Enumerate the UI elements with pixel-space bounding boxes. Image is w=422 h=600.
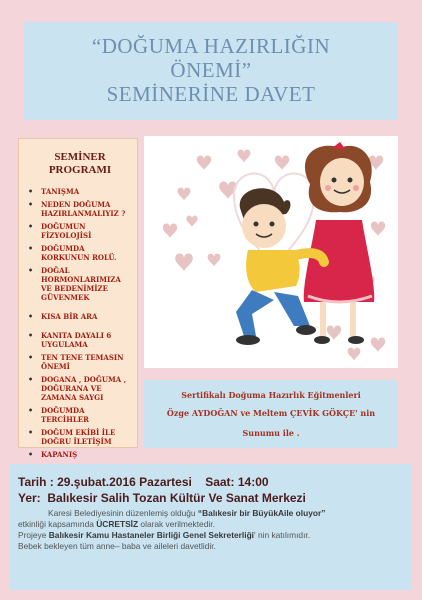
- info-text: ' nin katılımıdır.: [254, 530, 311, 540]
- place-value: Balıkesir Salih Tozan Kültür Ve Sanat Merkezi: [47, 491, 306, 505]
- info-text: Karesi Belediyesinin düzenlemiş olduğu: [48, 508, 198, 518]
- event-details: [10, 464, 412, 590]
- info-text: olarak verilmektedir.: [138, 519, 215, 529]
- program-item: • TEN TENE TEMASIN ÖNEMİ: [27, 353, 133, 371]
- time-label: Saat: 14:00: [205, 475, 269, 489]
- program-item: • DOĞUMUN FİZYOLOJİSİ: [27, 222, 133, 240]
- girl-figure: [304, 142, 375, 344]
- trainers-box: [144, 380, 398, 448]
- partner-name: Balıkesir Kamu Hastaneler Birliği Genel Sekreterliği: [48, 530, 255, 540]
- title-line-1: “DOĞUMA HAZIRLIĞIN: [91, 34, 331, 58]
- program-title: [27, 151, 133, 177]
- program-item: • DOĞUM EKİBİ İLE DOĞRU İLETİŞİM: [27, 428, 133, 446]
- program-title-line-2: PROGRAMI: [48, 164, 112, 176]
- info-paragraph-4: Bebek bekleyen tüm anne– baba ve aileleri davetlidir.: [18, 541, 216, 551]
- project-name: “Balıkesir bir BüyükAile oluyor”: [197, 508, 326, 518]
- program-item: • KAPANIŞ: [27, 450, 133, 459]
- title-box: [24, 22, 398, 120]
- trainers-line-3: Sunumu ile .: [242, 428, 300, 438]
- info-text: Projeye: [18, 530, 49, 540]
- info-text: etkinliği kapsamında: [18, 519, 97, 529]
- date-time-line: [18, 474, 404, 490]
- title-line-2: ÖNEMİ”: [170, 58, 252, 82]
- date-label: Tarih : 29.şubat.2016 Pazartesi: [18, 475, 192, 489]
- program-item: • DOĞAL HORMONLARIMIZA VE BEDENİMİZE GÜVENMEK: [27, 266, 133, 302]
- program-item: • DOĞUMDA TERCİHLER: [27, 406, 133, 424]
- couple-illustration-svg: [144, 136, 398, 368]
- info-paragraph-2: [18, 519, 404, 530]
- program-item: • KANITA DAYALI 6 UYGULAMA: [27, 331, 133, 349]
- program-item: • DOGANA , DOĞUMA , DOĞURANA VE ZAMANA SAYGI: [27, 375, 133, 402]
- program-item: • TANIŞMA: [27, 187, 133, 196]
- couple-illustration: [144, 136, 398, 368]
- seminar-program: [18, 138, 138, 459]
- program-item: • KISA BİR ARA: [27, 312, 133, 321]
- place-label: Yer:: [18, 491, 41, 505]
- title-line-3: SEMİNERİNE DAVET: [106, 82, 316, 106]
- program-item: • DOĞUMDA KORKUNUN ROLÜ.: [27, 244, 133, 262]
- program-item: • NEDEN DOĞUMA HAZIRLANMALIYIZ ?: [27, 200, 133, 218]
- info-paragraph-3: [18, 530, 404, 541]
- trainers-line-2: Özge AYDOĞAN ve Meltem ÇEVİK GÖKÇE' nin: [166, 408, 376, 418]
- info-paragraph-1: [18, 508, 404, 519]
- trainers-line-1: Sertifikalı Doğuma Hazırlık Eğitmenleri: [181, 390, 361, 400]
- free-label: ÜCRETSİZ: [96, 519, 139, 529]
- program-list: [27, 187, 133, 459]
- place-line: [18, 490, 404, 506]
- program-title-line-1: SEMİNER: [54, 151, 106, 163]
